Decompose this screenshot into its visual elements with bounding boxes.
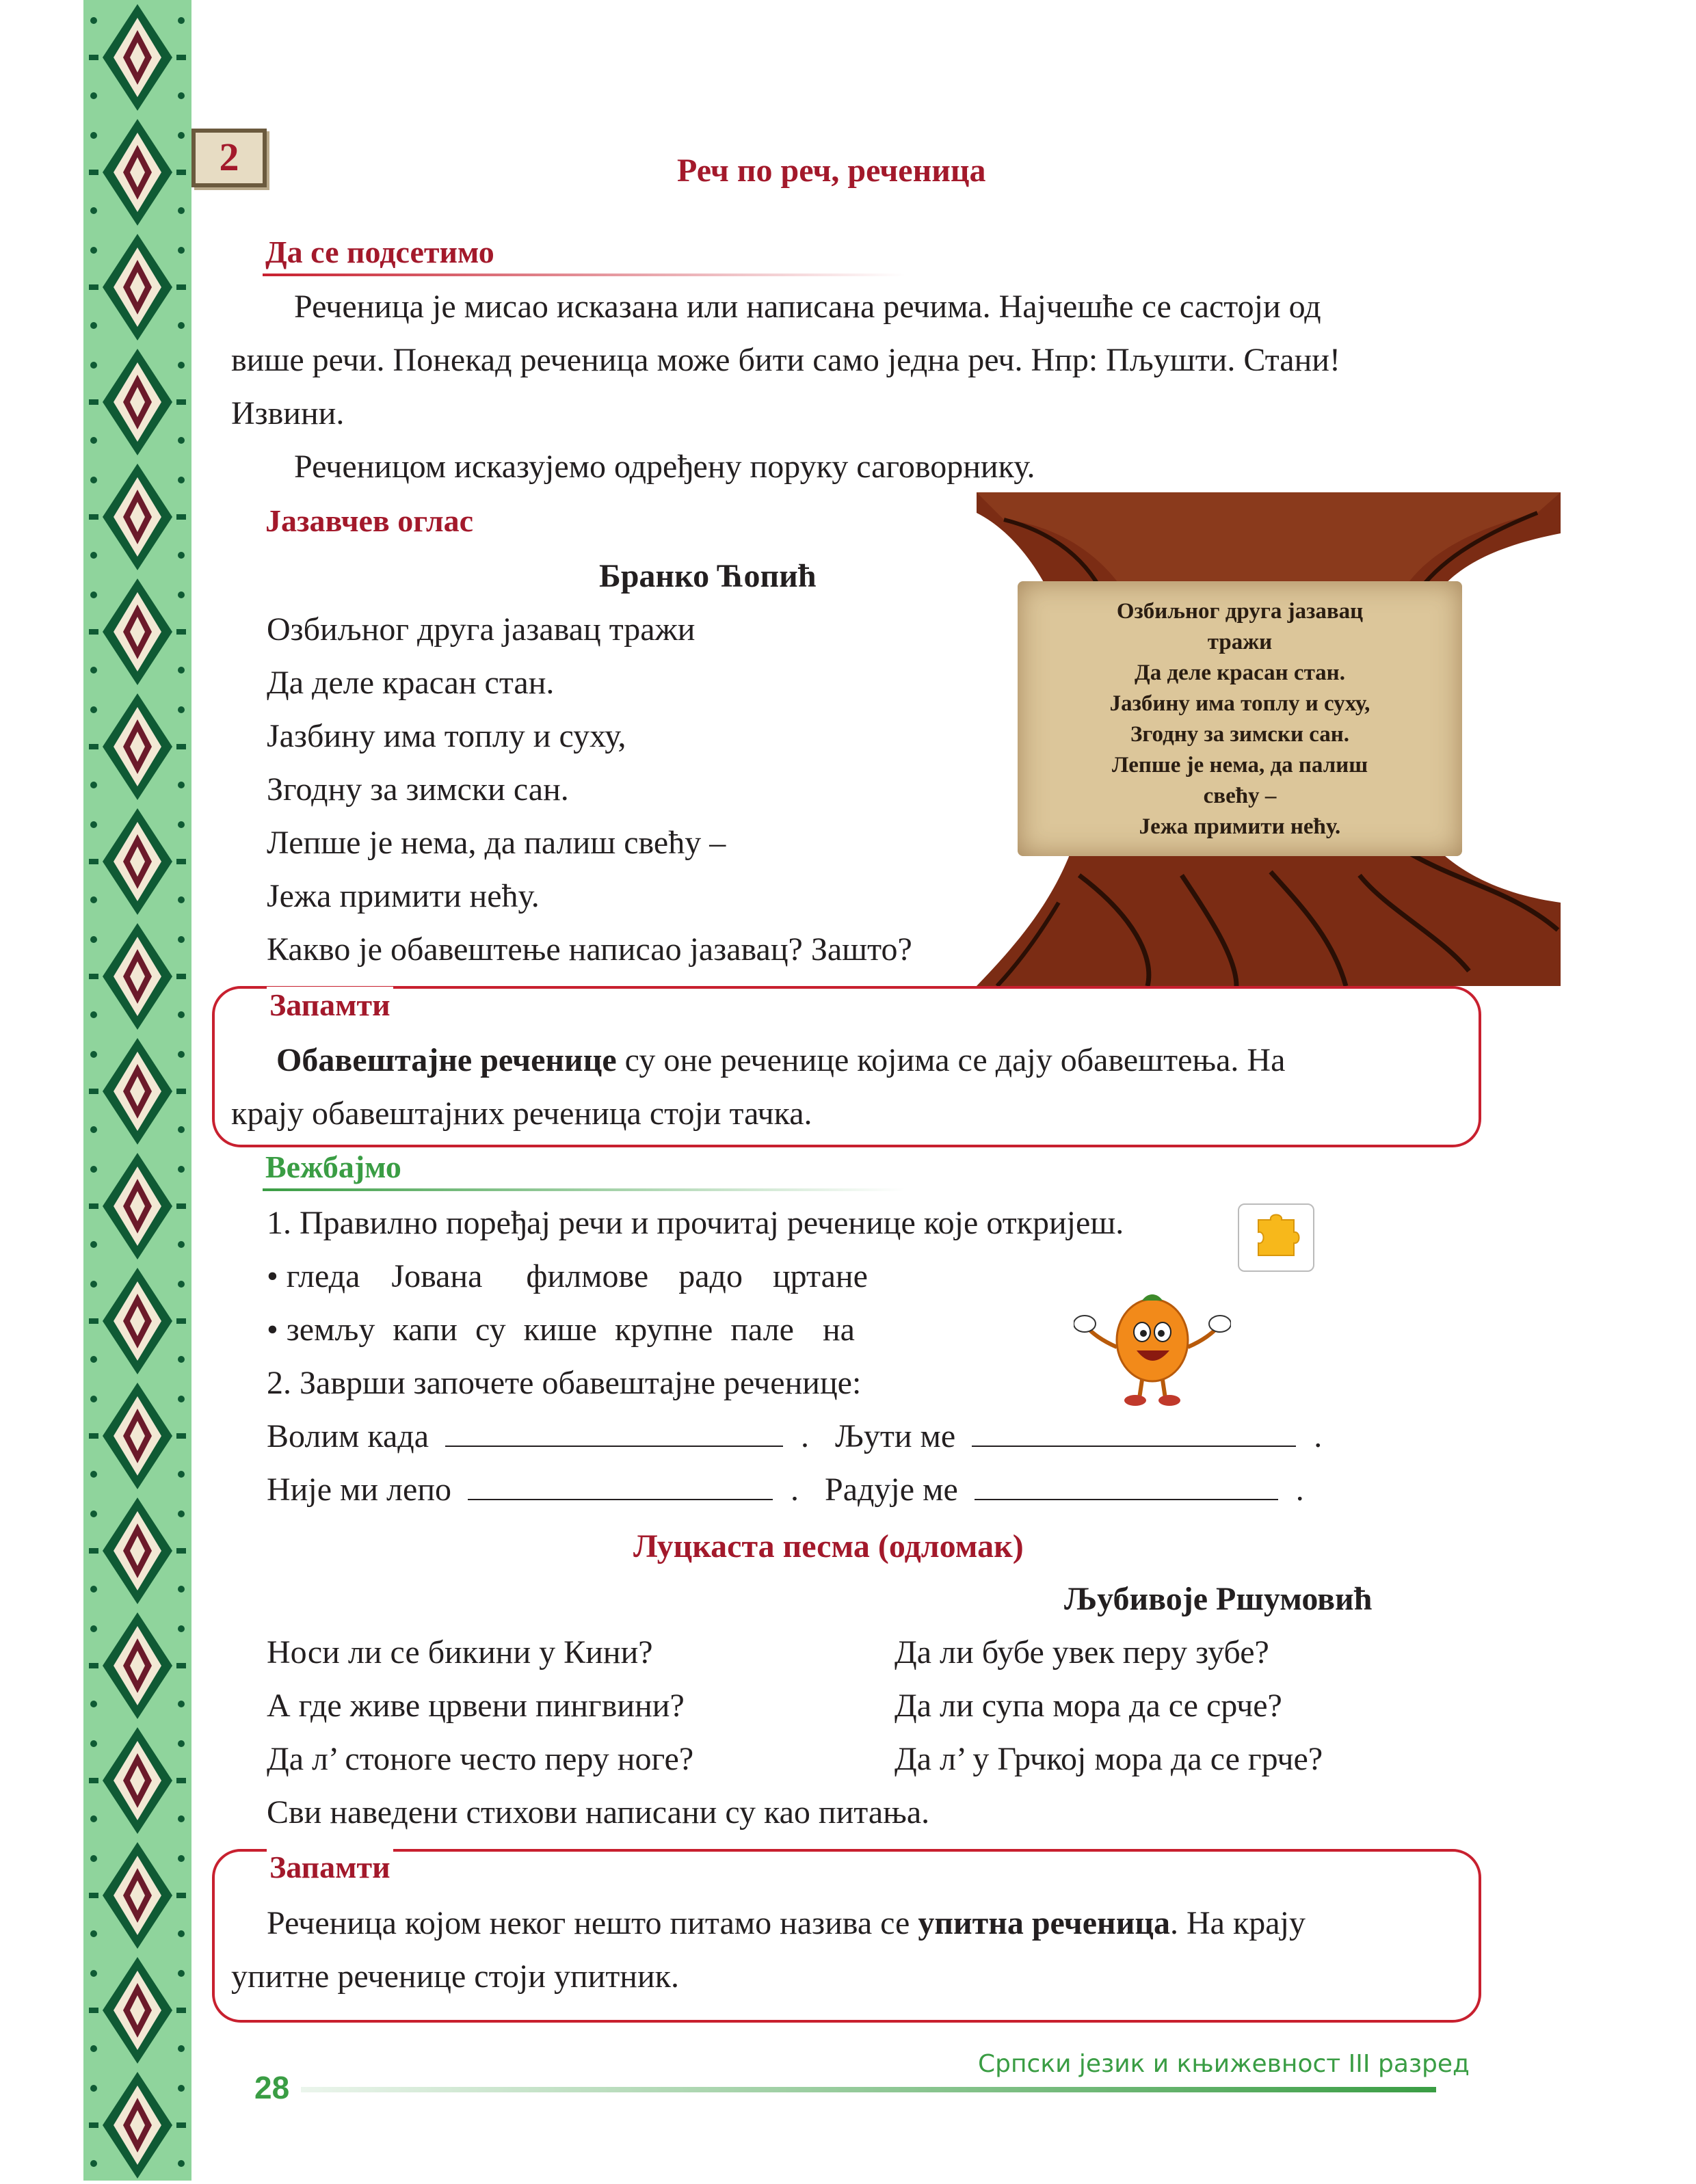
sentence-1-start: Волим када [267,1418,429,1454]
puzzle-icon [1238,1203,1314,1272]
footer-line [301,2087,1436,2092]
poem1-question: Какво је обавештење написао јазавац? Зашто? [267,931,912,968]
poem2-right-2: Да ли супа мора да се срче? [895,1688,1282,1724]
poem1-line-2: Да деле красан стан. [267,665,555,701]
word-1-5: цртане [772,1258,868,1294]
poem2-note: Сви наведени стихови написани су као питања. [267,1794,930,1830]
lesson-number-badge [191,129,267,187]
remember1-line2: крају обавештајних реченица стоји тачка. [231,1095,812,1132]
poem1-line-4: Згодну за зимски сан. [267,771,569,808]
word-1-1: • гледа [267,1258,360,1294]
word-row-1 [267,1250,868,1303]
remember1-bold-term: Обавештајне реченице [276,1042,617,1078]
poem2-title: Луцкаста песма (одломак) [633,1528,1024,1564]
word-2-2: капи [393,1311,458,1348]
sentence-2-start: Љути ме [835,1418,956,1454]
sentence-4-start: Радује ме [825,1471,958,1508]
word-2-5: крупне [614,1311,713,1348]
remind-para2: Реченицом исказујемо одређену поруку саговорнику. [294,449,1035,485]
lesson-number: 2 [219,135,239,179]
sign-line-4: Јазбину има топлу и суху, [1109,691,1370,716]
word-1-4: радо [678,1258,743,1294]
sentence-4-dot: . [1295,1471,1304,1508]
sentence-4-blank[interactable] [975,1469,1278,1500]
practice-heading-underline [263,1188,905,1191]
remind-heading-underline [263,274,905,276]
remember2-line1 [267,1897,1306,1950]
remind-heading: Да се подсетимо [265,235,494,269]
word-1-3: филмове [526,1258,649,1294]
word-2-1: • земљу [267,1311,375,1348]
decorative-border [83,0,191,2181]
word-2-4: кише [523,1311,597,1348]
sentence-1-dot: . [801,1418,810,1454]
sentence-3-dot: . [791,1471,799,1508]
remind-para1-line2: више речи. Понекад реченица може бити само једна реч. Нпр: Пљушти. Стани! [231,342,1340,378]
practice-heading: Вежбајмо [265,1149,401,1184]
remember2-start: Реченица којом неког нешто питамо назива се [267,1905,918,1941]
sentence-row-2 [267,1463,1304,1517]
remember2-line2: упитне реченице стоји упитник. [231,1958,679,1995]
remind-para1-line3: Извини. [231,395,345,431]
remember2-bold: упитна реченица [918,1905,1171,1941]
word-2-7: на [822,1311,855,1348]
practice-task2: 2. Заврши започете обавештајне реченице: [267,1365,862,1401]
poem2-left-2: А где живе црвени пингвини? [267,1688,685,1724]
sign-line-6: Лепше је нема, да палиш [1111,753,1368,777]
poem2-left-1: Носи ли се бикини у Кини? [267,1634,653,1670]
poem2-right-1: Да ли бубе увек перу зубе? [895,1634,1269,1670]
lesson-title: Реч по реч, реченица [677,152,986,189]
remember1-line1 [276,1034,1285,1087]
remember1-rest: су оне реченице којима се дају обавештења. На [616,1042,1286,1078]
sign-line-2: тражи [1207,630,1273,654]
sentence-2-blank[interactable] [972,1415,1296,1447]
footer-subject: Српски језик и књижевност III разред [978,2050,1470,2078]
poem2-author: Љубивоје Ршумовић [1064,1581,1373,1617]
poem1-line-3: Јазбину има топлу и суху, [267,718,626,754]
sign-line-3: Да деле красан стан. [1135,661,1345,685]
practice-task1: 1. Правилно поређај речи и прочитај реченице које откријеш. [267,1205,1124,1241]
sentence-row-1 [267,1410,1322,1463]
remind-para1-line1: Реченица је мисао исказана или написана речима. Најчешће се састоји од [294,289,1321,325]
sentence-2-dot: . [1314,1418,1323,1454]
sign-text [1018,596,1462,842]
sentence-3-blank[interactable] [468,1469,773,1500]
poem1-title: Јазавчев оглас [265,503,474,538]
sentence-1-blank[interactable] [445,1415,783,1447]
word-row-2 [267,1303,855,1357]
poem1-author: Бранко Ћопић [599,558,817,594]
sign-line-1: Озбиљног друга јазавац [1116,599,1364,624]
sign-line-8: Јежа примити нећу. [1139,814,1341,839]
word-2-6: пале [730,1311,794,1348]
sign-line-5: Згодну за зимски сан. [1130,722,1350,747]
poem1-line-6: Јежа примити нећу. [267,878,540,914]
page-number: 28 [254,2070,290,2105]
remember2-end: . На крају [1170,1905,1306,1941]
word-1-2: Јована [391,1258,483,1294]
orange-mascot-icon [1074,1286,1231,1409]
poem1-line-1: Озбиљног друга јазавац тражи [267,611,695,648]
sign-line-7: свећу – [1203,784,1277,808]
word-2-3: су [475,1311,506,1348]
poem2-left-3: Да л’ стоноге често перу ноге? [267,1741,694,1777]
remember1-heading: Запамти [267,987,393,1023]
remember2-heading: Запамти [267,1849,393,1885]
poem2-right-3: Да л’ у Грчкој мора да се грче? [895,1741,1323,1777]
sentence-3-start: Није ми лепо [267,1471,451,1508]
ornament-pattern-icon [83,0,191,2181]
poem1-line-5: Лепше је нема, да палиш свећу – [267,825,726,861]
